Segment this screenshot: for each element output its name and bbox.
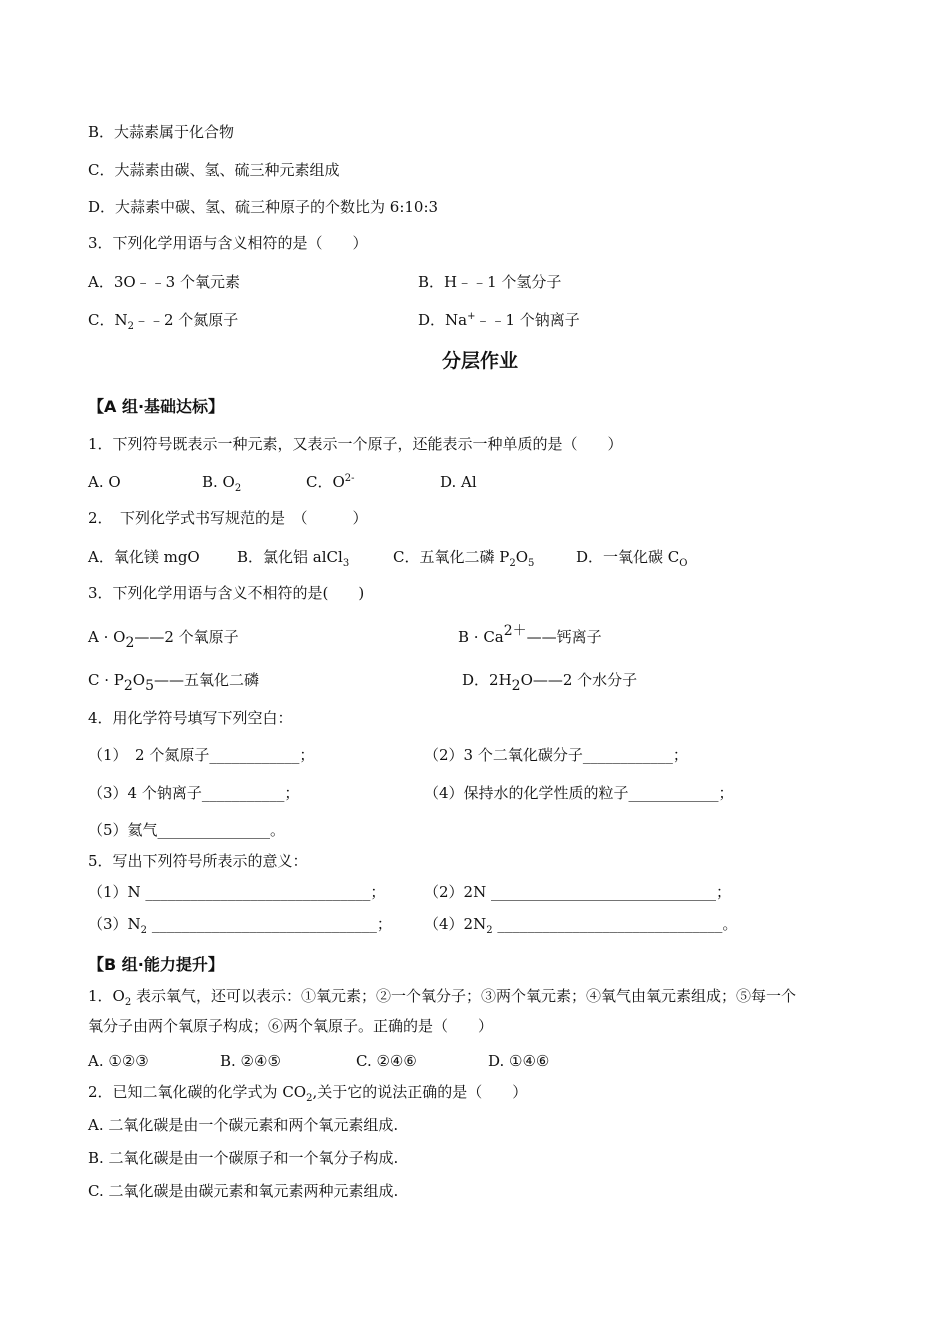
a-q3-option-c: C · P2O5——五氧化二磷 [88,671,260,694]
group-a-header: 【A 组·基础达标】 [88,397,225,416]
a-question-1: 1．下列符号既表示一种元素，又表示一个原子，还能表示一种单质的是（ ） [88,435,623,453]
b-question-1: 1．$O_2$ 表示氧气，还可以表示：①氧元素；②一个氧分子；③两个氧元素；④氧气由氧元素组成；⑤每一个 [88,987,796,1008]
a-question-5: 5．写出下列符号所表示的意义： [88,852,308,870]
page-title: 分层作业 [442,350,519,372]
a-q1-option-c: C．$O^{2-}$ [306,473,355,491]
a-q4-item-1: （1） 2 个氮原子____________； [88,746,315,764]
a-q1-option-a: A. O [88,473,121,491]
a-q2-option-c: C．五氧化二磷 $P_2O_5$ [393,548,535,569]
a-q1-option-d: D. Al [440,473,477,491]
b-q1-option-c: C. ②④⑥ [356,1052,417,1070]
b-q2-option-a: A. 二氧化碳是由一个碳元素和两个氧元素组成. [88,1116,399,1134]
b-q1-option-d: D. ①④⑥ [488,1052,550,1070]
b-q2-option-b: B. 二氧化碳是由一个碳原子和一个氧分子构成. [88,1149,399,1167]
b-q1-option-b: B. ②④⑤ [220,1052,281,1070]
b-question-2: 2．已知二氧化碳的化学式为 $CO_2$,关于它的说法正确的是（ ） [88,1083,528,1104]
a-q2-option-d: D．一氧化碳 $C_O$ [576,548,688,569]
a-q1-option-b: B. $O_2$ [202,473,242,494]
a-q5-item-1: （1）N ______________________________； [88,883,386,901]
a-q3-option-a: A · O2——2 个氧原子 [88,628,239,651]
prev-option-d: D．大蒜素中碳、氢、硫三种原子的个数比为 6:10:3 [88,198,439,216]
a-question-4: 4．用化学符号填写下列空白： [88,709,293,727]
a-q3-option-b: B · Ca2＋——钙离子 [458,623,602,646]
a-question-2: 2． 下列化学式书写规范的是 （ ） [88,509,368,527]
a-question-3: 3．下列化学用语与含义不相符的是( ) [88,584,365,602]
prev-question-3: 3．下列化学用语与含义相符的是（ ） [88,234,368,252]
a-q2-option-a: A．氧化镁 mgO [88,548,200,566]
prev-q3-option-c: C．$N_2﹣﹣2$ 个氮原子 [88,311,239,332]
b-question-1-line2: 氧分子由两个氧原子构成；⑥两个氧原子。正确的是（ ） [88,1017,494,1035]
prev-q3-option-d: D．Na+﹣﹣1 个钠离子 [418,311,580,329]
b-q1-option-a: A. ①②③ [88,1052,149,1070]
a-q5-item-2: （2）2N ______________________________； [424,883,731,901]
a-q4-item-3: （3）4 个钠离子___________； [88,784,300,802]
a-q3-option-d: D．2H2O——2 个水分子 [462,671,638,694]
a-q4-item-2: （2）3 个二氧化碳分子____________； [424,746,688,764]
prev-q3-option-a: A．3O﹣﹣3 个氧元素 [88,273,240,291]
prev-option-b: B．大蒜素属于化合物 [88,123,235,141]
group-b-header: 【B 组·能力提升】 [88,955,224,974]
a-q5-item-3: $(3)N_2$ ______________________________； [88,915,392,936]
a-q4-item-5: （5）氦气_______________。 [88,821,286,839]
a-q2-option-b: B．氯化铝 alCl$_3$ [237,548,350,569]
prev-q3-option-b: B．H﹣﹣1 个氢分子 [418,273,562,291]
prev-option-c: C．大蒜素由碳、氢、硫三种元素组成 [88,161,340,179]
a-q4-item-4: （4）保持水的化学性质的粒子____________； [424,784,734,802]
a-q5-item-4: $(4)2N_2$ ______________________________。 [424,915,738,936]
b-q2-option-c: C. 二氧化碳是由碳元素和氧元素两种元素组成. [88,1182,399,1200]
